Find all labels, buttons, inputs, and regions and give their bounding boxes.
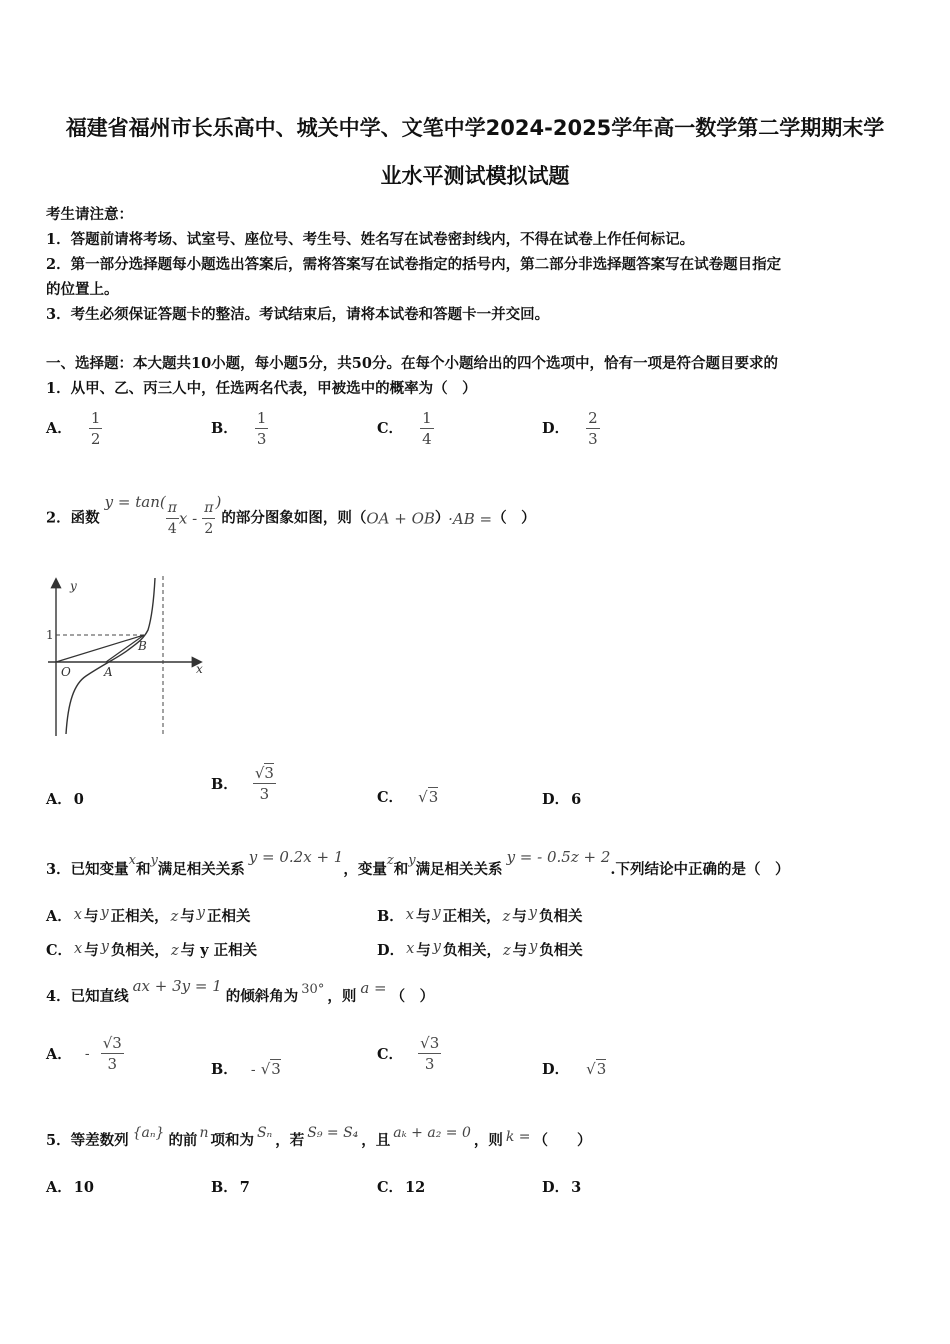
fraction: $\frac{2}{3}$ bbox=[588, 409, 598, 448]
sqrt-expression: √3 bbox=[260, 1060, 281, 1078]
q3-option-a[interactable]: A． x 与 y 正相关， z 与 y 正相关 bbox=[46, 905, 251, 925]
fraction: $\frac{1}{4}$ bbox=[422, 409, 432, 448]
notice-item: 1．答题前请将考场、试室号、座位号、考生号、姓名写在试卷密封线内，不得在试卷上作任何标记。 bbox=[46, 231, 695, 248]
notice-item: 2．第一部分选择题每小题选出答案后，需将答案写在试卷指定的括号内，第二部分非选择题答案写在试卷题目指定 bbox=[46, 256, 782, 273]
q5-option-d[interactable]: D． 3 bbox=[542, 1179, 582, 1196]
option-label: B． bbox=[211, 420, 238, 437]
q4-option-a[interactable]: A． - $\frac{√3}{3}$ bbox=[46, 1034, 122, 1073]
question-5-stem: 5．等差数列 {aₙ} 的前 n 项和为 Sₙ ，若 S₉ = S₄ ，且 aₖ + a₂ = 0 ，则 k = （ ） bbox=[46, 1125, 592, 1149]
origin-label: O bbox=[61, 665, 71, 679]
point-a-label: A bbox=[104, 665, 113, 679]
q2-option-d[interactable]: D． 6 bbox=[542, 791, 582, 808]
q2-option-a[interactable]: A． 0 bbox=[46, 791, 84, 808]
q5-option-a[interactable]: A． 10 bbox=[46, 1179, 94, 1196]
page-title: 福建省福州市长乐高中、城关中学、文笔中学2024-2025学年高一数学第二学期期末学 bbox=[65, 116, 885, 140]
q4-option-d[interactable]: D． √3 bbox=[542, 1060, 607, 1078]
question-1-stem: 1．从甲、乙、丙三人中，任选两名代表，甲被选中的概率为（ ） bbox=[46, 380, 477, 397]
tangent-curve bbox=[66, 578, 155, 734]
fraction: $\frac{1}{3}$ bbox=[256, 409, 267, 448]
fraction: $\frac{1}{2}$ bbox=[90, 409, 101, 448]
option-label: C． bbox=[377, 420, 404, 437]
section-heading: 一、选择题：本大题共10小题，每小题5分，共50分。在每个小题给出的四个选项中，恰有一项是符合题目要求的 bbox=[46, 355, 778, 372]
tangent-graph bbox=[44, 572, 214, 742]
q1-option-b[interactable] bbox=[211, 408, 268, 449]
notice-heading: 考生请注意： bbox=[46, 206, 133, 223]
sqrt-expression: √3 bbox=[418, 788, 439, 806]
tick-label-one: 1 bbox=[46, 628, 54, 642]
fraction: $\frac{√3}{3}$ bbox=[102, 1034, 122, 1073]
fraction: $\frac{√3}{3}$ bbox=[420, 1034, 440, 1073]
q5-option-c[interactable]: C． 12 bbox=[377, 1179, 426, 1196]
x-axis-label: x bbox=[196, 662, 203, 676]
q1-option-d[interactable] bbox=[542, 408, 600, 449]
q2-option-b[interactable]: B． $\frac{√3}{3}$ bbox=[211, 764, 274, 803]
q3-option-b[interactable]: B． x 与 y 正相关， z 与 y 负相关 bbox=[377, 905, 583, 925]
sqrt-expression: √3 bbox=[586, 1060, 607, 1078]
q2-option-c[interactable]: C． √3 bbox=[377, 788, 439, 806]
point-b-label: B bbox=[138, 639, 147, 653]
fraction: $\frac{\pi}{4}$ bbox=[167, 500, 177, 537]
fraction: $\frac{√3}{3}$ bbox=[254, 764, 274, 803]
question-2-stem: 2．函数 y = tan( $\frac{\pi}{4}$ x - $\frac{\pi}{2}$ )的部分图象如图，则（OA + OB） ·AB =（ ） bbox=[46, 493, 536, 537]
q4-option-b[interactable]: B． - √3 bbox=[211, 1060, 281, 1078]
option-label: A． bbox=[46, 420, 72, 437]
q1-option-a[interactable] bbox=[46, 408, 102, 449]
option-label: D． bbox=[542, 420, 570, 437]
notice-item: 的位置上。 bbox=[46, 281, 119, 298]
question-3-stem: 3．已知变量x和y满足相关关系y = 0.2x + 1，变量z和y满足相关关系y = - 0.5z + 2.下列结论中正确的是（ ） bbox=[46, 848, 790, 878]
q3-option-d[interactable]: D． x 与 y 负相关， z 与 y 负相关 bbox=[377, 939, 583, 959]
page-title-line2: 业水平测试模拟试题 bbox=[380, 164, 570, 188]
question-4-stem: 4．已知直线ax + 3y = 1的倾斜角为 30° ，则 a = （ ） bbox=[46, 977, 435, 1005]
q3-option-c[interactable]: C． x 与 y 负相关， z 与 y 正相关 bbox=[46, 939, 258, 959]
q4-option-c[interactable]: C． $\frac{√3}{3}$ bbox=[377, 1034, 440, 1073]
q5-option-b[interactable]: B． 7 bbox=[211, 1179, 250, 1196]
q1-option-c[interactable] bbox=[377, 408, 434, 449]
fraction: $\frac{\pi}{2}$ bbox=[204, 500, 214, 537]
notice-item: 3．考生必须保证答题卡的整洁。考试结束后，请将本试卷和答题卡一并交回。 bbox=[46, 306, 550, 323]
y-axis-label: y bbox=[70, 579, 77, 593]
